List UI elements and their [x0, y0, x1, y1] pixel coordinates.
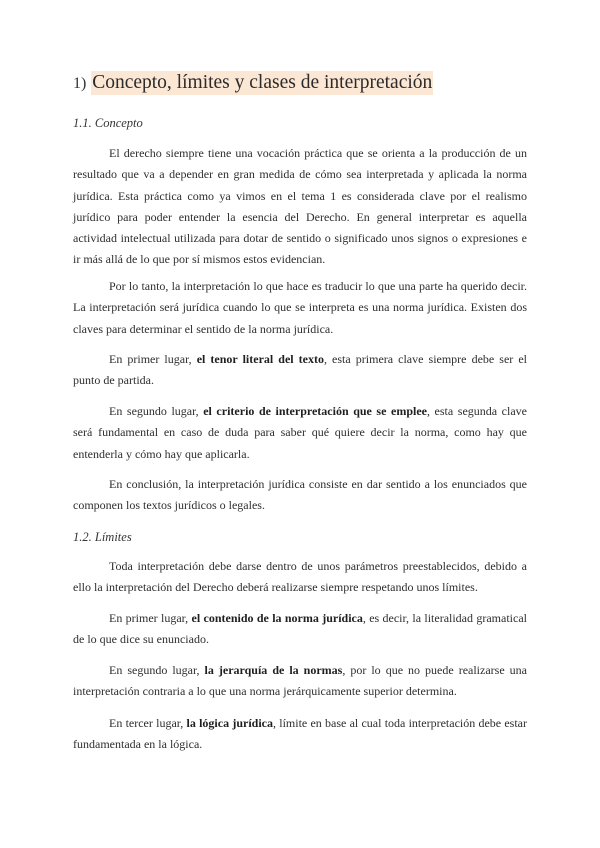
paragraph	[73, 608, 527, 651]
text-run: En primer lugar,	[109, 352, 197, 366]
paragraph	[73, 401, 527, 465]
text-run: Toda interpretación debe darse dentro de unos parámetros preestablecidos, debido a ello la interpretación del Derecho deberá realizarse siempre respetando unos límites.	[73, 559, 527, 595]
paragraph	[73, 713, 527, 756]
text-run: , esta primera clave siempre debe ser el punto de partida.	[73, 352, 527, 388]
text-run: En tercer lugar,	[109, 716, 187, 730]
text-run: Por lo tanto, la interpretación lo que hace es traducir lo que una parte ha querido decir. La interpretación será jurídica cuando lo que se interpreta es una norma jurídica. Existen dos claves para determinar el sentido de la norma jurídica.	[73, 279, 527, 336]
bold-term: la lógica jurídica	[186, 716, 273, 730]
paragraph	[73, 474, 527, 517]
bold-term: el contenido de la norma jurídica	[191, 611, 363, 625]
paragraph	[73, 276, 527, 340]
bold-term: el criterio de interpretación que se emplee	[203, 404, 427, 418]
bold-term: el tenor literal del texto	[196, 352, 324, 366]
title-number: 1)	[73, 75, 87, 92]
bold-term: la jerarquía de la normas	[204, 663, 343, 677]
paragraph	[73, 349, 527, 392]
text-run: En segundo lugar,	[109, 663, 205, 677]
section-heading-limites: 1.2. Límites	[73, 530, 132, 544]
paragraph	[73, 143, 527, 271]
text-run: , por lo que no puede realizarse una interpretación contraria a lo que una norma jerárquicamente superior determina.	[73, 663, 527, 699]
text-run: En segundo lugar,	[109, 404, 204, 418]
text-run: En conclusión, la interpretación jurídica consiste en dar sentido a los enunciados que componen los textos jurídicos o legales.	[73, 477, 527, 513]
paragraph	[73, 660, 527, 703]
text-run: , esta segunda clave será fundamental en caso de duda para saber qué quiere decir la norma, como hay que entenderla y cómo hay que aplicarla.	[73, 404, 527, 461]
text-run: En primer lugar,	[109, 611, 192, 625]
paragraph	[73, 556, 527, 599]
text-run: , es decir, la literalidad gramatical de lo que dice su enunciado.	[73, 611, 527, 647]
text-run: El derecho siempre tiene una vocación práctica que se orienta a la producción de un resultado que va a depender en gran medida de cómo sea interpretada y aplicada la norma jurídica. Esta práctica como ya vimos en el tema 1 es considerada clave por el realismo jurídico para poder entender la esencia del Derecho. En general interpretar es aquella actividad intelectual utilizada para dotar de sentido o significado unos signos o expresiones e ir más allá de lo que por sí mismos estos evidencian.	[73, 146, 527, 267]
page-title	[73, 69, 433, 98]
section-heading-concepto: 1.1. Concepto	[73, 116, 143, 130]
text-run: , límite en base al cual toda interpretación debe estar fundamentada en la lógica.	[73, 716, 528, 752]
title-text: Concepto, límites y clases de interpretación	[92, 72, 433, 93]
